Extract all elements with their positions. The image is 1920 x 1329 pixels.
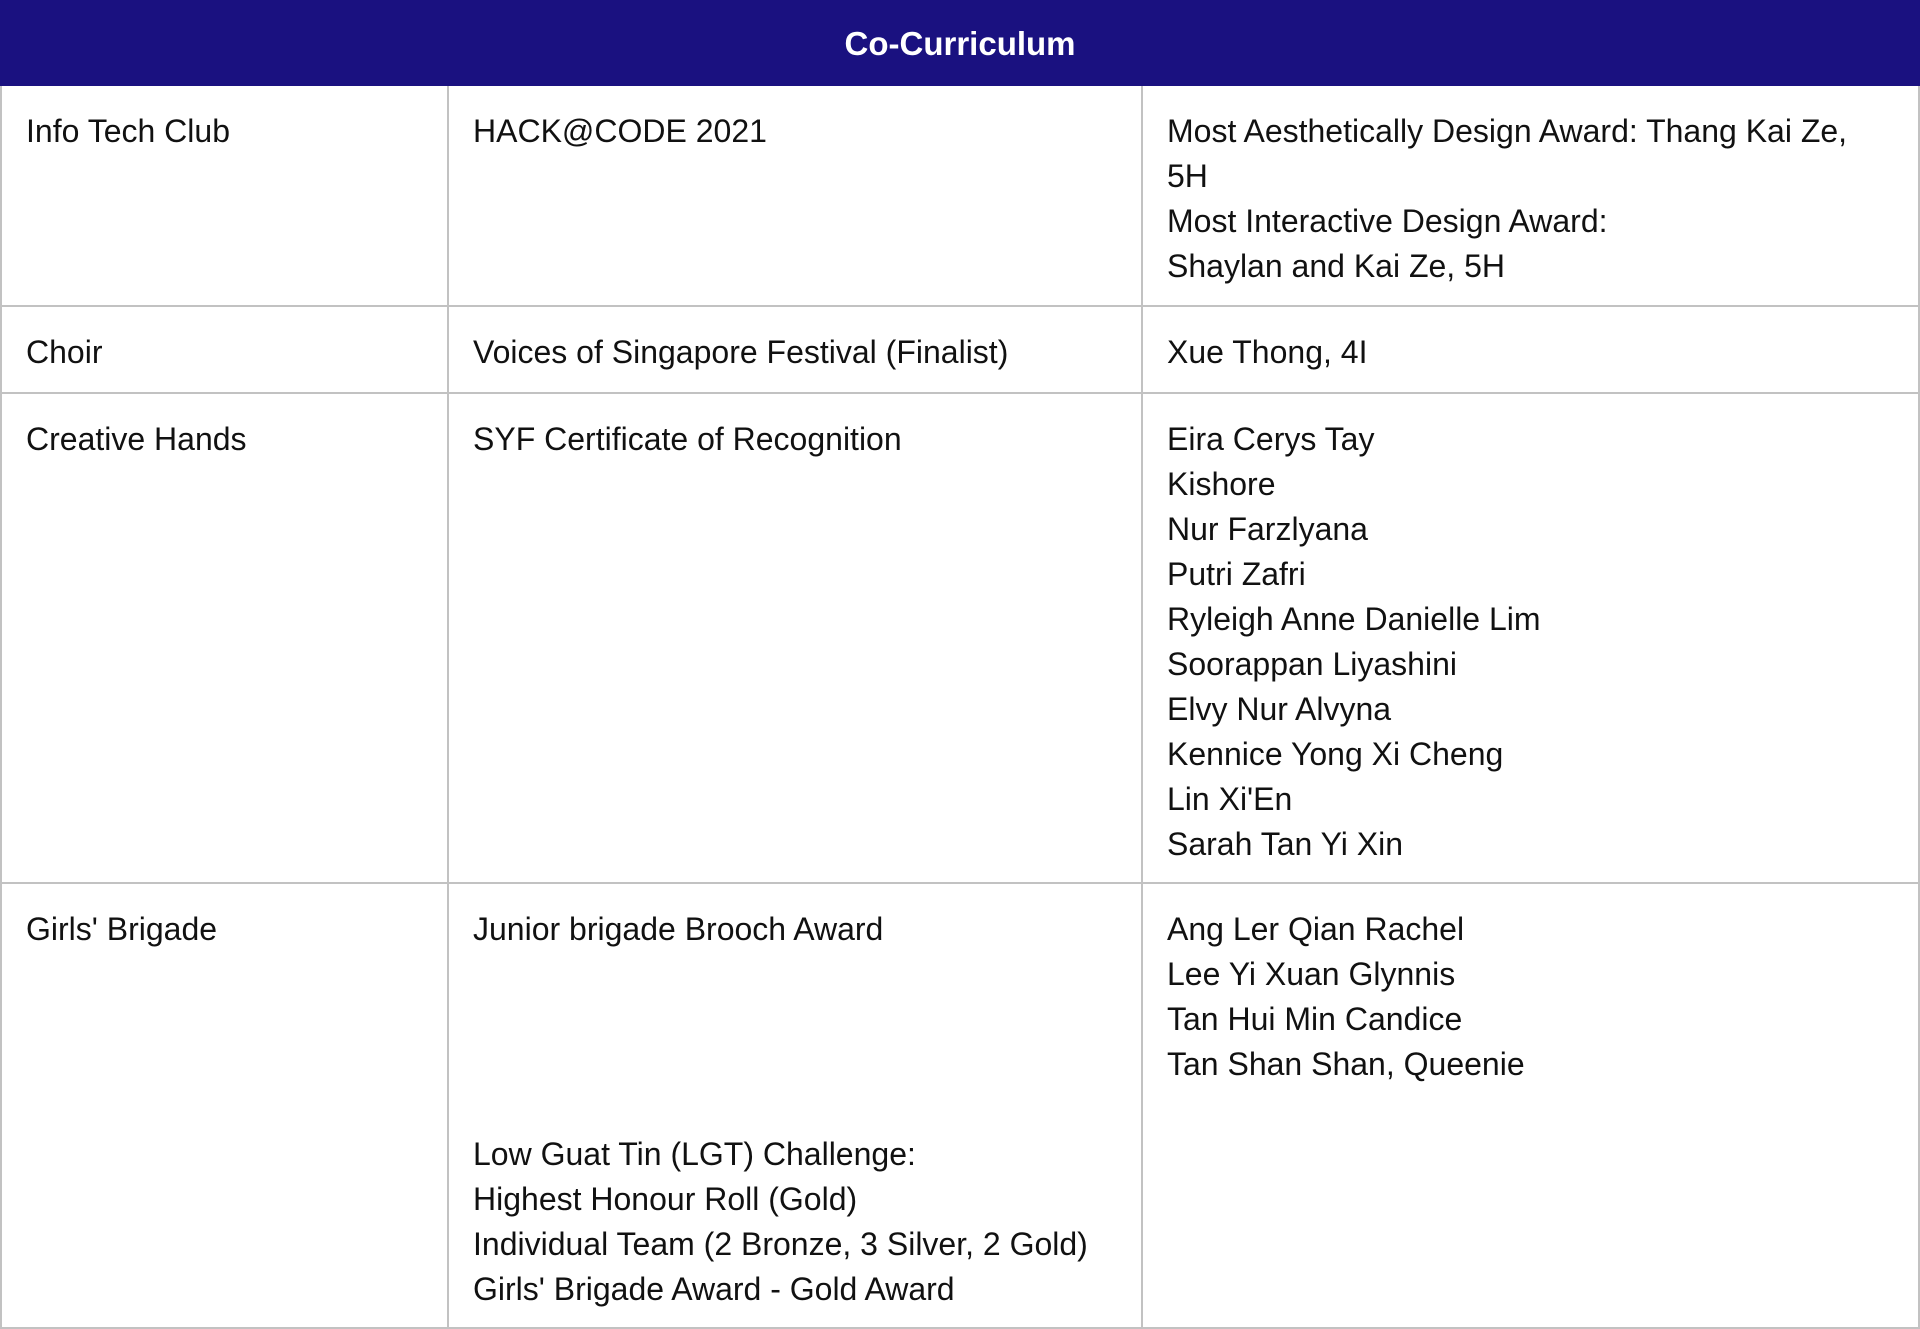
table-row-girls-brigade [1, 883, 1919, 1328]
table-row-creative-hands [1, 393, 1919, 883]
activity-cell: Creative Hands [1, 393, 448, 883]
activity-cell: Choir [1, 306, 448, 393]
activity-cell: Girls' Brigade [1, 883, 448, 1328]
activity-cell: Info Tech Club [1, 85, 448, 306]
event-cell: Voices of Singapore Festival (Finalist) [448, 306, 1142, 393]
event-cell: Junior brigade Brooch Award Low Guat Tin (LGT) Challenge: Highest Honour Roll (Gold) Individual Team (2 Bronze, 3 Silver, 2 Gold) Girls' Brigade Award - Gold Award [448, 883, 1142, 1328]
spacer [473, 952, 1119, 1132]
awardees-cell: Ang Ler Qian Rachel Lee Yi Xuan Glynnis Tan Hui Min Candice Tan Shan Shan, Queenie [1142, 883, 1919, 1328]
table-title: Co-Curriculum [1, 1, 1919, 85]
awardees-cell: Most Aesthetically Design Award: Thang Kai Ze, 5H Most Interactive Design Award: Shaylan and Kai Ze, 5H [1142, 85, 1919, 306]
table-row-choir [1, 306, 1919, 393]
awardees-cell: Xue Thong, 4I [1142, 306, 1919, 393]
event-cell: SYF Certificate of Recognition [448, 393, 1142, 883]
event-cell: HACK@CODE 2021 [448, 85, 1142, 306]
awardees-cell: Eira Cerys Tay Kishore Nur Farzlyana Putri Zafri Ryleigh Anne Danielle Lim Soorappan Liyashini Elvy Nur Alvyna Kennice Yong Xi Cheng Lin Xi'En Sarah Tan Yi Xin [1142, 393, 1919, 883]
table-row-info-tech-club [1, 85, 1919, 306]
